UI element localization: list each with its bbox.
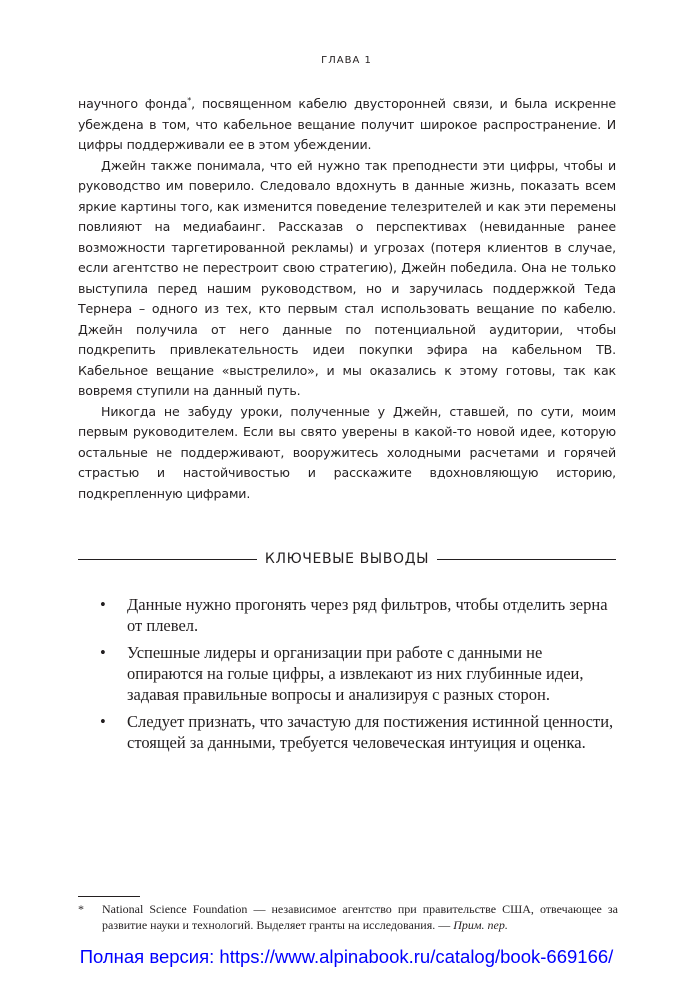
key-takeaways-heading bbox=[78, 551, 616, 567]
footnote-divider bbox=[78, 896, 140, 897]
paragraph-1-start: научного фонда bbox=[78, 96, 188, 111]
bullet-icon: • bbox=[100, 595, 106, 614]
key-takeaways-list bbox=[100, 594, 616, 759]
heading-rule-right bbox=[437, 559, 616, 560]
takeaway-text: Следует признать, что зачастую для постижения истинной ценности, стоящей за данными, требуется человеческая интуиция и оценка. bbox=[127, 712, 614, 752]
chapter-header: ГЛАВА 1 bbox=[321, 55, 372, 66]
main-text bbox=[78, 94, 616, 504]
translator-note: Прим. пер. bbox=[453, 918, 508, 932]
paragraph-1 bbox=[78, 94, 616, 156]
takeaway-item bbox=[100, 642, 616, 705]
footnote-body bbox=[78, 901, 618, 933]
footnote bbox=[78, 901, 618, 933]
footnote-reference[interactable]: * bbox=[187, 95, 192, 105]
takeaway-item bbox=[100, 711, 616, 753]
paragraph-3: Никогда не забуду уроки, полученные у Джейн, ставшей, по сути, моим первым руководителем. Если вы свято уверены в какой-то новой идее, которую остальные не поддерживают, вооружитесь холодными расчетами и горячей страстью и настойчивостью и расскажите вдохновляющую историю, подкрепленную цифрами. bbox=[78, 403, 616, 501]
takeaway-item bbox=[100, 594, 616, 636]
takeaway-text: Успешные лидеры и организации при работе с данными не опираются на голые цифры, а извлекают из них глубинные идеи, задавая правильные вопросы и анализируя с разных сторон. bbox=[127, 643, 584, 704]
full-version-link[interactable]: Полная версия: https://www.alpinabook.ru/catalog/book-669166/ bbox=[79, 946, 614, 967]
footnote-mark: * bbox=[78, 902, 84, 916]
takeaway-text: Данные нужно прогонять через ряд фильтров, чтобы отделить зерна от плевел. bbox=[127, 595, 608, 635]
paragraph-1-rest: , посвященном кабелю двусторонней связи, и была искренне убеждена в том, что кабельное вещание получит широкое распространение. И цифры поддерживали ее в этом убеждении. bbox=[78, 96, 616, 152]
key-takeaways-title: КЛЮЧЕВЫЕ ВЫВОДЫ bbox=[264, 551, 430, 567]
bullet-icon: • bbox=[100, 712, 106, 731]
footnote-text: National Science Foundation — независимое агентство при правительстве США, отвечающее за развитие науки и технологий. Выделяет гранты на исследования. — bbox=[102, 902, 618, 932]
paragraph-2: Джейн также понимала, что ей нужно так преподнести эти цифры, чтобы и руководство им поверило. Следовало вдохнуть в данные жизнь, показать всем яркие картины того, как изменится поведение телезрителей и как эти перемены повлияют на медиабаинг. Рассказав о перспективах (невиданные ранее возможности таргетированной рекламы) и угрозах (потеря клиентов в случае, если агентство не перестроит свою стратегию), Джейн победила. Она не только выступила перед нашим руководством, но и заручилась поддержкой Теда Тернера – одного из тех, кто первым стал использовать вещание по кабелю. Джейн получила от него данные по потенциальной аудитории, чтобы подкрепить привлекательность идеи покупки эфира на кабельном ТВ. Кабельное вещание «выстрелило», и мы оказались к этому готовы, так как вовремя ступили на данный путь. bbox=[78, 157, 616, 398]
bullet-icon: • bbox=[100, 643, 106, 662]
heading-rule-left bbox=[78, 559, 257, 560]
